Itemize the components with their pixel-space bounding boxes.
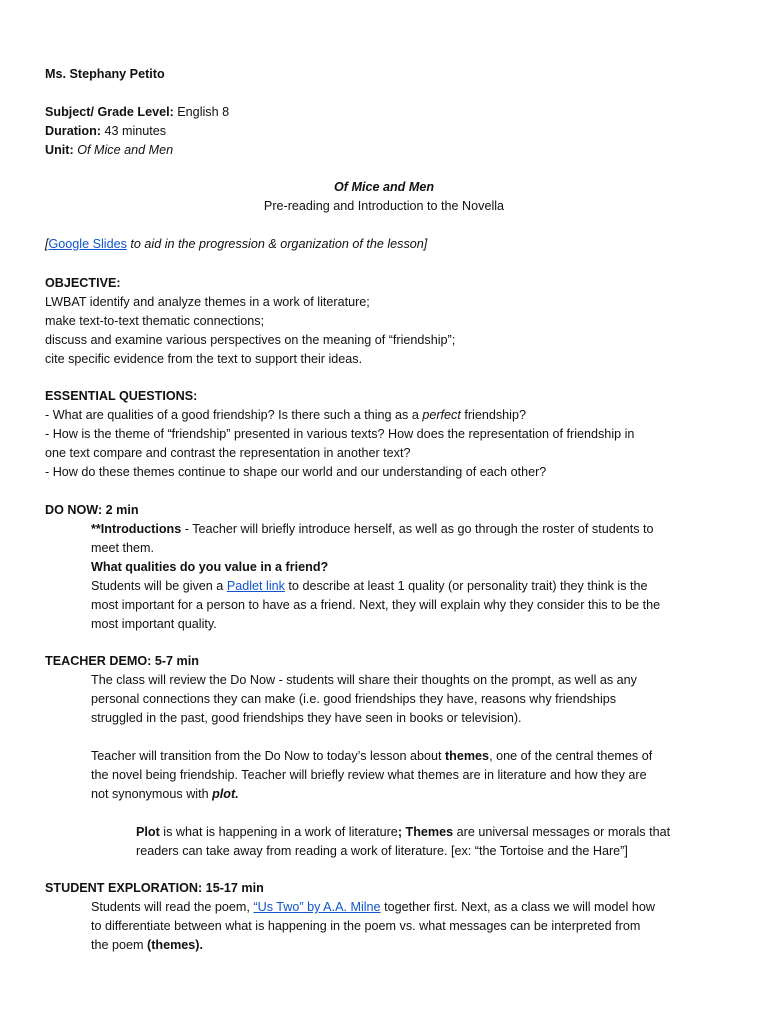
exploration-text: Students will read the poem, “Us Two” by A.A. Milne together first. Next, as a class we will model how	[91, 900, 655, 914]
unit-line: Unit: Of Mice and Men	[45, 143, 174, 157]
teacher-demo-text: the novel being friendship. Teacher will briefly review what themes are in literature and how they are	[91, 768, 647, 782]
objective-heading: OBJECTIVE:	[45, 276, 121, 290]
teacher-demo-text: personal connections they can make (i.e. good friendships they have, reasons why friendships	[91, 692, 617, 706]
padlet-line-cont: most important for a person to have as a friend. Next, they will explain why they consider this to be the	[91, 598, 661, 612]
us-two-poem-link[interactable]: “Us Two” by A.A. Milne	[253, 900, 381, 914]
teacher-demo-text: not synonymous with plot.	[91, 787, 239, 801]
do-now-prompt: What qualities do you value in a friend?	[91, 560, 329, 574]
objective-line: make text-to-text thematic connections;	[45, 314, 265, 328]
padlet-line-cont: most important quality.	[91, 617, 217, 631]
introductions-line-cont: meet them.	[91, 541, 154, 555]
document-title: Of Mice and Men	[333, 180, 435, 194]
teacher-demo-text: Teacher will transition from the Do Now to today’s lesson about themes, one of the central themes of	[91, 749, 653, 763]
objective-line: LWBAT identify and analyze themes in a work of literature;	[45, 295, 370, 309]
subject-line: Subject/ Grade Level: English 8	[45, 105, 230, 119]
essential-question: - How is the theme of “friendship” presented in various texts? How does the representation of friendship in	[45, 427, 635, 441]
essential-questions-heading: ESSENTIAL QUESTIONS:	[45, 389, 198, 403]
do-now-heading: DO NOW: 2 min	[45, 503, 139, 517]
teacher-demo-text: struggled in the past, good friendships they have seen in books or television).	[91, 711, 522, 725]
essential-question: - How do these themes continue to shape our world and our understanding of each other?	[45, 465, 547, 479]
objective-line: discuss and examine various perspectives on the meaning of “friendship”;	[45, 333, 456, 347]
teacher-name: Ms. Stephany Petito	[45, 67, 165, 81]
teacher-demo-text: The class will review the Do Now - students will share their thoughts on the prompt, as well as any	[91, 673, 637, 687]
essential-question: - What are qualities of a good friendship? Is there such a thing as a perfect friendship?	[45, 408, 526, 422]
objective-line: cite specific evidence from the text to support their ideas.	[45, 352, 363, 366]
student-exploration-heading: STUDENT EXPLORATION: 15-17 min	[45, 881, 264, 895]
padlet-line: Students will be given a Padlet link to describe at least 1 quality (or personality trait) they think is the	[91, 579, 648, 593]
introductions-line: **Introductions - Teacher will briefly introduce herself, as well as go through the roster of students to	[91, 522, 654, 536]
essential-question-cont: one text compare and contrast the representation in another text?	[45, 446, 411, 460]
document-subtitle: Pre-reading and Introduction to the Novella	[263, 199, 505, 213]
plot-theme-definition: Plot is what is happening in a work of literature; Themes are universal messages or morals that	[136, 825, 671, 839]
duration-line: Duration: 43 minutes	[45, 124, 167, 138]
exploration-text: to differentiate between what is happening in the poem vs. what messages can be interpreted from	[91, 919, 641, 933]
plot-theme-definition-cont: readers can take away from reading a work of literature. [ex: “the Tortoise and the Hare”]	[136, 844, 628, 858]
padlet-link[interactable]: Padlet link	[226, 579, 285, 593]
slides-note: [Google Slides to aid in the progression & organization of the lesson]	[45, 237, 428, 251]
exploration-text: the poem (themes).	[91, 938, 203, 952]
teacher-demo-heading: TEACHER DEMO: 5-7 min	[45, 654, 199, 668]
google-slides-link[interactable]: Google Slides	[48, 237, 127, 251]
